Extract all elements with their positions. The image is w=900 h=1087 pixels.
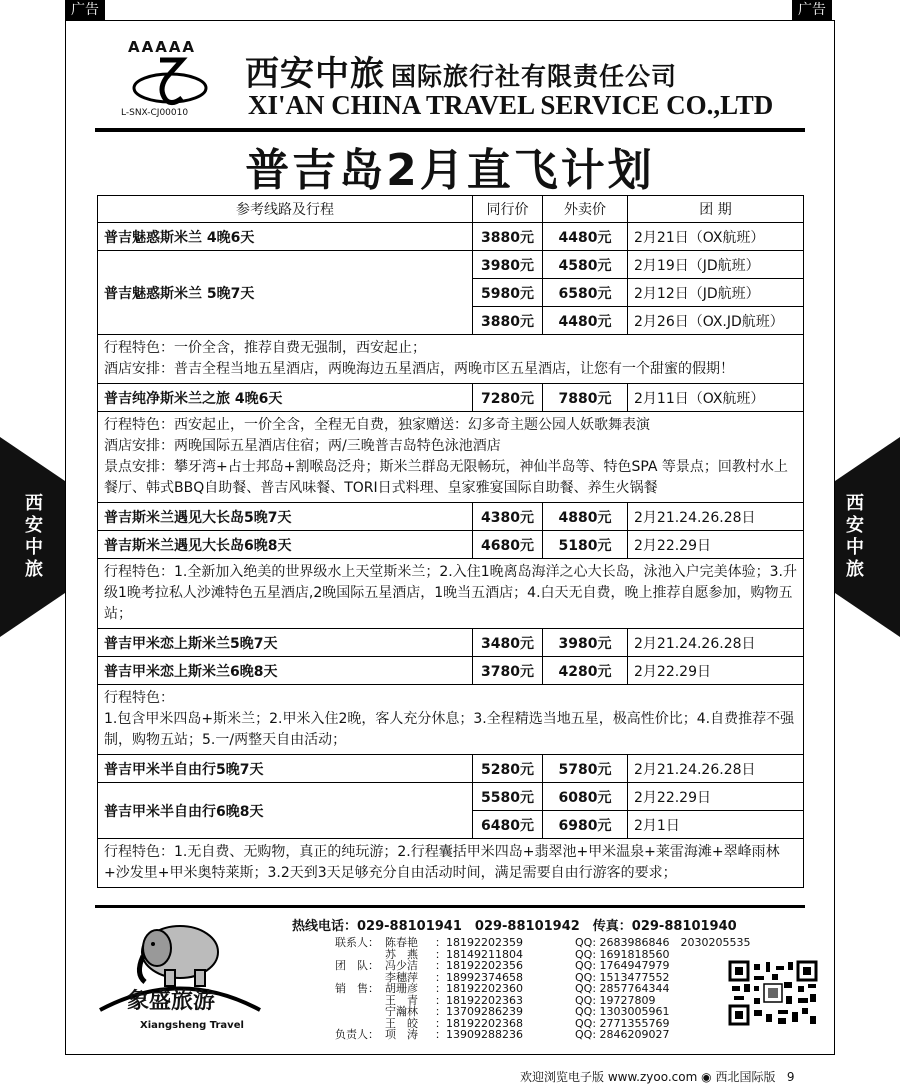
contact-role: 销 售： xyxy=(335,982,379,995)
peer-price: 3880元 xyxy=(473,223,543,251)
header-divider xyxy=(95,128,805,132)
contact-qq: QQ: 2683986846 2030205535 xyxy=(575,936,751,949)
note-line: 景点安排：攀牙湾+占士邦岛+割喉岛泛舟；斯米兰群岛无限畅玩，神仙半岛等、特色SPA 等景点；回教村水上餐厅、韩式BBQ自助餐、普吉风味餐、TORI日式料理、皇家雅宴国际自助餐、养生火锅餐 xyxy=(104,459,788,496)
contact-role xyxy=(335,1006,385,1018)
tour-date: 2月22.29日 xyxy=(628,531,804,559)
route-name: 普吉魅惑斯米兰 5晚7天 xyxy=(98,251,473,335)
contact-name: 陈春艳 xyxy=(385,936,418,949)
table-row xyxy=(98,384,804,412)
qr-code-icon xyxy=(728,960,818,1026)
table-row xyxy=(98,629,804,657)
side-label-right: 西安中旅 xyxy=(846,493,864,580)
table-note-row xyxy=(98,412,804,503)
table-row xyxy=(98,251,804,279)
tour-date: 2月26日（OX.JD航班） xyxy=(628,307,804,335)
itinerary-note: 行程特色：1.全新加入绝美的世界级水上天堂斯米兰；2.入住1晚离岛海洋之心大长岛，泳池入户完美体验；3.升级1晚考拉私人沙滩特色五星酒店,2晚国际五星酒店，1晚当五酒店；4.白天无自费，晚上推荐自愿参加，购物五站； xyxy=(98,559,804,629)
list-item xyxy=(335,1029,775,1041)
contact-qq: QQ: 1764947979 xyxy=(575,959,670,972)
retail-price: 4480元 xyxy=(543,223,628,251)
peer-price: 5980元 xyxy=(473,279,543,307)
tour-date: 2月1日 xyxy=(628,811,804,839)
contact-phone: ：13709286239 xyxy=(435,1005,523,1018)
tour-date: 2月21.24.26.28日 xyxy=(628,755,804,783)
list-item xyxy=(335,983,775,995)
retail-price: 3980元 xyxy=(543,629,628,657)
table-row xyxy=(98,503,804,531)
table-row xyxy=(98,531,804,559)
retail-price: 4480元 xyxy=(543,307,628,335)
contact-phone: ：18192202360 xyxy=(435,982,523,995)
contact-qq: QQ: 1691818560 xyxy=(575,947,670,961)
header-peer-price: 同行价 xyxy=(473,196,543,223)
route-name: 普吉甲米半自由行6晚8天 xyxy=(98,783,473,839)
company-name-en: XI'AN CHINA TRAVEL SERVICE CO.,LTD xyxy=(248,90,774,120)
contact-phone: ：18192202356 xyxy=(435,959,523,972)
contact-name: 苏 燕 xyxy=(385,947,418,961)
contact-phone: ：18192202368 xyxy=(435,1016,523,1030)
contact-phone: ：18192202359 xyxy=(435,936,523,949)
itinerary-note xyxy=(98,685,804,755)
note-line: 行程特色：一价全含，推荐自费无强制，西安起止； xyxy=(104,340,426,356)
contact-name: 项 涛 xyxy=(385,1028,418,1041)
retail-price: 6580元 xyxy=(543,279,628,307)
note-line: 行程特色：西安起止，一价全含，全程无自费，独家赠送：幻多奇主题公园人妖歌舞表演 xyxy=(104,417,650,433)
contact-qq: QQ: 2857764344 xyxy=(575,982,670,995)
peer-price: 5580元 xyxy=(473,783,543,811)
route-name: 普吉斯米兰遇见大长岛6晚8天 xyxy=(98,531,473,559)
contact-role: 联系人： xyxy=(335,936,379,949)
footer-text: 欢迎浏览电子版 www.zyoo.com xyxy=(520,1070,698,1084)
note-line: 1.包含甲米四岛+斯米兰；2.甲米入住2晚，客人充分休息；3.全程精选当地五星，极高性价比；4.自费推荐不强制，购物五站；5.一/两整天自由活动； xyxy=(104,711,795,748)
ad-tag-left: 广告 xyxy=(65,0,105,20)
route-name: 普吉甲米恋上斯米兰6晚8天 xyxy=(98,657,473,685)
footer-logo-icon: ◉ xyxy=(701,1070,712,1084)
tour-date: 2月12日（JD航班） xyxy=(628,279,804,307)
tour-date: 2月21.24.26.28日 xyxy=(628,629,804,657)
contact-list xyxy=(335,937,775,1041)
ad-tag-right: 广告 xyxy=(792,0,832,20)
retail-price: 5780元 xyxy=(543,755,628,783)
contact-role: 负责人： xyxy=(335,1028,379,1041)
retail-price: 4580元 xyxy=(543,251,628,279)
table-note-row xyxy=(98,685,804,755)
contact-qq: QQ: 1513477552 xyxy=(575,970,670,984)
header-dates: 团 期 xyxy=(628,196,804,223)
contact-role xyxy=(335,995,385,1007)
peer-price: 4680元 xyxy=(473,531,543,559)
tour-date: 2月11日（OX航班） xyxy=(628,384,804,412)
route-name: 普吉甲米半自由行5晚7天 xyxy=(98,755,473,783)
header-route: 参考线路及行程 xyxy=(98,196,473,223)
company-name-cn-main: 西安中旅 xyxy=(245,54,385,94)
peer-price: 3980元 xyxy=(473,251,543,279)
peer-price: 5280元 xyxy=(473,755,543,783)
contact-name: 王 皎 xyxy=(385,1016,418,1030)
retail-price: 7880元 xyxy=(543,384,628,412)
itinerary-note: 行程特色：1.无自费、无购物，真正的纯玩游；2.行程囊括甲米四岛+翡翠池+甲米温泉+莱雷海滩+翠峰雨林+沙发里+甲米奥特莱斯；3.2天到3天足够充分自由活动时间，满足需要自由行游客的要求； xyxy=(98,839,804,888)
header-retail-price: 外卖价 xyxy=(543,196,628,223)
contact-phone: ：13909288236 xyxy=(435,1028,523,1041)
agency-name-cn: 象盛旅游 xyxy=(127,989,216,1014)
itinerary-note xyxy=(98,335,804,384)
itinerary-note xyxy=(98,412,804,503)
contact-role: 团 队： xyxy=(335,959,379,972)
table-note-row xyxy=(98,839,804,888)
tour-date: 2月21.24.26.28日 xyxy=(628,503,804,531)
tour-date: 2月19日（JD航班） xyxy=(628,251,804,279)
contact-name: 冯少洁 xyxy=(385,959,418,972)
table-row xyxy=(98,657,804,685)
retail-price: 4880元 xyxy=(543,503,628,531)
retail-price: 6980元 xyxy=(543,811,628,839)
note-line: 酒店安排：普吉全程当地五星酒店，两晚海边五星酒店，两晚市区五星酒店，让您有一个甜蜜的假期！ xyxy=(104,361,734,377)
contact-name: 王 青 xyxy=(385,993,418,1007)
footer-section: 西北国际版 xyxy=(715,1070,776,1084)
page-title: 普吉岛2月直飞计划 xyxy=(245,145,655,196)
tour-date: 2月21日（OX航班） xyxy=(628,223,804,251)
contact-phone: ：18992374658 xyxy=(435,970,523,984)
elephant-logo-icon xyxy=(95,912,265,1032)
tour-date: 2月22.29日 xyxy=(628,657,804,685)
contact-name: 李穗萍 xyxy=(385,970,418,984)
agency-name-en: Xiangsheng Travel xyxy=(140,1020,244,1031)
peer-price: 7280元 xyxy=(473,384,543,412)
route-name: 普吉斯米兰遇见大长岛5晚7天 xyxy=(98,503,473,531)
page-number: 9 xyxy=(786,1070,795,1084)
route-name: 普吉魅惑斯米兰 4晚6天 xyxy=(98,223,473,251)
peer-price: 6480元 xyxy=(473,811,543,839)
peer-price: 3880元 xyxy=(473,307,543,335)
note-line: 酒店安排：两晚国际五星酒店住宿；两/三晚普吉岛特色泳池酒店 xyxy=(104,438,501,454)
contact-qq: QQ: 2846209027 xyxy=(575,1028,670,1041)
peer-price: 3480元 xyxy=(473,629,543,657)
retail-price: 4280元 xyxy=(543,657,628,685)
contact-name: 胡珊彦 xyxy=(385,982,418,995)
license-number: L-SNX-CJ00010 xyxy=(121,108,189,118)
company-name-cn xyxy=(245,46,677,95)
retail-price: 5180元 xyxy=(543,531,628,559)
itinerary-table xyxy=(97,195,804,888)
contact-phone: ：18149211804 xyxy=(435,947,523,961)
peer-price: 3780元 xyxy=(473,657,543,685)
list-item xyxy=(335,1006,775,1018)
contact-phone: ：18192202363 xyxy=(435,993,523,1007)
page-footer xyxy=(520,1068,795,1085)
tour-date: 2月22.29日 xyxy=(628,783,804,811)
table-header-row xyxy=(98,196,804,223)
side-label-left: 西安中旅 xyxy=(25,493,43,580)
rating-stars: AAAAA xyxy=(128,38,197,56)
table-note-row xyxy=(98,335,804,384)
peer-price: 4380元 xyxy=(473,503,543,531)
note-line: 行程特色： xyxy=(104,690,174,706)
table-row xyxy=(98,223,804,251)
contact-name: 宁瀚林 xyxy=(385,1005,418,1018)
retail-price: 6080元 xyxy=(543,783,628,811)
contact-qq: QQ: 2771355769 xyxy=(575,1016,670,1030)
contact-qq: QQ: 1303005961 xyxy=(575,1005,670,1018)
route-name: 普吉甲米恋上斯米兰5晚7天 xyxy=(98,629,473,657)
table-note-row xyxy=(98,559,804,629)
table-row xyxy=(98,783,804,811)
company-name-cn-sub: 国际旅行社有限责任公司 xyxy=(391,62,678,91)
route-name: 普吉纯净斯米兰之旅 4晚6天 xyxy=(98,384,473,412)
hotline: 热线电话：029-88101941 029-88101942 传真：029-88101940 xyxy=(292,919,737,934)
list-item xyxy=(335,960,775,972)
list-item xyxy=(335,937,775,949)
footer-divider xyxy=(95,905,805,908)
table-row xyxy=(98,755,804,783)
contact-qq: QQ: 19727809 xyxy=(575,993,656,1007)
